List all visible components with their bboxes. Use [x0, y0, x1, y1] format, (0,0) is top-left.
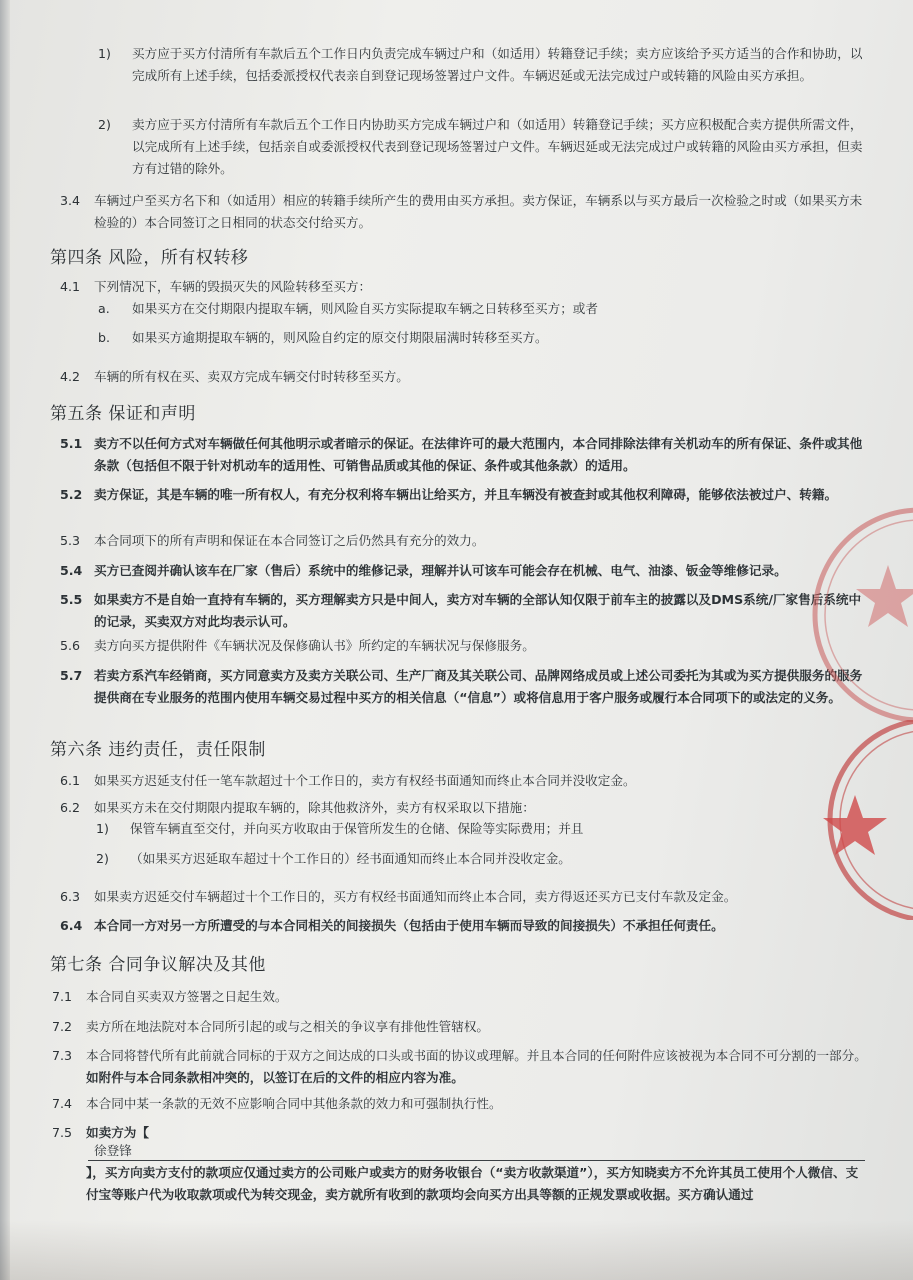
item-number: 2): [96, 851, 109, 866]
clause-text: 保管车辆直至交付，并向买方收取由于保管所发生的仓储、保险等实际费用；并且: [130, 821, 584, 836]
clause-number: 5.2: [60, 487, 83, 502]
clause-number: 5.1: [60, 436, 83, 451]
clause-number: 6.3: [60, 889, 81, 904]
clause-text: 如卖方为【: [86, 1125, 149, 1140]
clause-text: 如果卖方不是自始一直持有车辆的，买方理解卖方只是中间人，卖方对车辆的全部认知仅限于前车主的披露以及DMS系统/厂家售后系统中的记录，买卖双方对此均表示认可。: [94, 592, 862, 629]
clause-text: （如果买方迟延取车超过十个工作日的）经书面通知而终止本合同并没收定金。: [130, 851, 571, 866]
clause-text: 卖方应于买方付清所有车款后五个工作日内协助买方完成车辆过户和（如适用）转籍登记手续；买方应积极配合卖方提供所需文件，以完成所有上述手续，包括亲自或委派授权代表到登记现场签署过户文件。车辆迟延或无法完成过户或转籍的风险由买方承担，但卖方有过错的除外。: [132, 117, 863, 176]
clause-text: 如果买方逾期提取车辆的，则风险自约定的原交付期限届满时转移至买方。: [132, 330, 548, 345]
clause-text-bold: 如附件与本合同条款相冲突的，以签订在后的文件的相应内容为准。: [86, 1070, 464, 1085]
clause-text: 买方应于买方付清所有车款后五个工作日内负责完成车辆过户和（如适用）转籍登记手续；卖方应该给予买方适当的合作和协助，以完成所有上述手续，包括委派授权代表亲自到登记现场签署过户文件。车辆迟延或无法完成过户或转籍的风险由买方承担。: [132, 46, 863, 83]
clause-number: 7.1: [52, 989, 73, 1004]
clause-text-part: 本合同将替代所有此前就合同标的于双方之间达成的口头或书面的协议或理解。并且本合同的任何附件应该被视为本合同不可分割的一部分。: [86, 1048, 867, 1063]
clause-text: 买方已查阅并确认该车在厂家（售后）系统中的维修记录，理解并认可该车可能会存在机械、电气、油漆、钣金等维修记录。: [94, 563, 787, 578]
clause-text: 】，买方向卖方支付的款项应仅通过卖方的公司账户或卖方的财务收银台（“卖方收款渠道”），买方知晓卖方不允许其员工使用个人微信、支付宝等账户代为收取款项或代为转交现金，卖方就所有收到的款项均会向买方出具等额的正规发票或收据。买方确认通过: [86, 1165, 859, 1202]
item-number: 1): [96, 821, 109, 836]
article-heading: 第七条 合同争议解决及其他: [50, 955, 266, 975]
clause-text: 本合同中某一条款的无效不应影响合同中其他条款的效力和可强制执行性。: [86, 1096, 502, 1111]
item-number: 2): [98, 117, 111, 132]
clause-number: 5.6: [60, 638, 81, 653]
clause-number: 7.3: [52, 1048, 73, 1063]
clause-text: 若卖方系汽车经销商，买方同意卖方及卖方关联公司、生产厂商及其关联公司、品牌网络成员或上述公司委托为其或为买方提供服务的服务提供商在专业服务的范围内使用车辆交易过程中买方的相关信息（“信息”）或将信息用于客户服务或履行本合同项下的或法定的义务。: [94, 668, 863, 705]
company-seal-top: [790, 505, 913, 735]
clause-text: 车辆过户至买方名下和（如适用）相应的转籍手续所产生的费用由买方承担。卖方保证，车辆系以与买方最后一次检验之时或（如果买方未检验的）本合同签订之日相同的状态交付给买方。: [94, 193, 863, 230]
clause-number: 5.7: [60, 668, 83, 683]
clause-number: 6.1: [60, 773, 81, 788]
clause-text: 如果卖方迟延交付车辆超过十个工作日的，买方有权经书面通知而终止本合同，卖方得返还买方已支付车款及定金。: [94, 889, 737, 904]
seller-name-fill: 徐登锋: [94, 1143, 132, 1158]
clause-text: 卖方向买方提供附件《车辆状况及保修确认书》所约定的车辆状况与保修服务。: [94, 638, 535, 653]
clause-number: 7.2: [52, 1019, 73, 1034]
clause-number: 6.4: [60, 918, 83, 933]
company-seal-bottom: [800, 720, 913, 920]
clause-text: 如果买方未在交付期限内提取车辆的，除其他救济外，卖方有权采取以下措施：: [94, 800, 535, 815]
clause-text: 车辆的所有权在买、卖双方完成车辆交付时转移至买方。: [94, 369, 409, 384]
clause-text: [86, 1045, 871, 1089]
article-heading: 第四条 风险，所有权转移: [50, 248, 249, 268]
clause-text: 如果买方迟延支付任一笔车款超过十个工作日的，卖方有权经书面通知而终止本合同并没收定金。: [94, 773, 636, 788]
clause-number: 5.4: [60, 563, 83, 578]
clause-text: 本合同自买卖双方签署之日起生效。: [86, 989, 288, 1004]
photo-shadow: [0, 1220, 913, 1280]
clause-number: 5.3: [60, 533, 81, 548]
article-heading: 第五条 保证和声明: [50, 404, 196, 424]
clause-text: 卖方保证，其是车辆的唯一所有权人，有充分权利将车辆出让给买方，并且车辆没有被查封或其他权利障碍，能够依法被过户、转籍。: [94, 487, 838, 502]
item-letter: b.: [98, 330, 110, 345]
clause-text: 本合同一方对另一方所遭受的与本合同相关的间接损失（包括由于使用车辆而导致的间接损失）不承担任何责任。: [94, 918, 724, 933]
clause-text: 本合同项下的所有声明和保证在本合同签订之后仍然具有充分的效力。: [94, 533, 485, 548]
clause-text: 卖方所在地法院对本合同所引起的或与之相关的争议享有排他性管辖权。: [86, 1019, 489, 1034]
clause-text: 卖方不以任何方式对车辆做任何其他明示或者暗示的保证。在法律许可的最大范围内，本合同排除法律有关机动车的所有保证、条件或其他条款（包括但不限于针对机动车的适用性、可销售品质或其他的保证、条件或其他条款）的适用。: [94, 436, 863, 473]
article-heading: 第六条 违约责任，责任限制: [50, 740, 266, 760]
clause-number: 3.4: [60, 193, 81, 208]
clause-number: 5.5: [60, 592, 83, 607]
item-number: 1): [98, 46, 111, 61]
clause-number: 4.2: [60, 369, 81, 384]
item-letter: a.: [98, 301, 110, 316]
clause-number: 7.4: [52, 1096, 73, 1111]
page-edge: [0, 0, 10, 1280]
clause-text: 如果买方在交付期限内提取车辆，则风险自买方实际提取车辆之日转移至买方；或者: [132, 301, 598, 316]
fill-in-line: [88, 1160, 865, 1161]
clause-text: 下列情况下，车辆的毁损灭失的风险转移至买方：: [94, 279, 372, 294]
clause-number: 7.5: [52, 1125, 73, 1140]
clause-number: 6.2: [60, 800, 81, 815]
clause-number: 4.1: [60, 279, 81, 294]
